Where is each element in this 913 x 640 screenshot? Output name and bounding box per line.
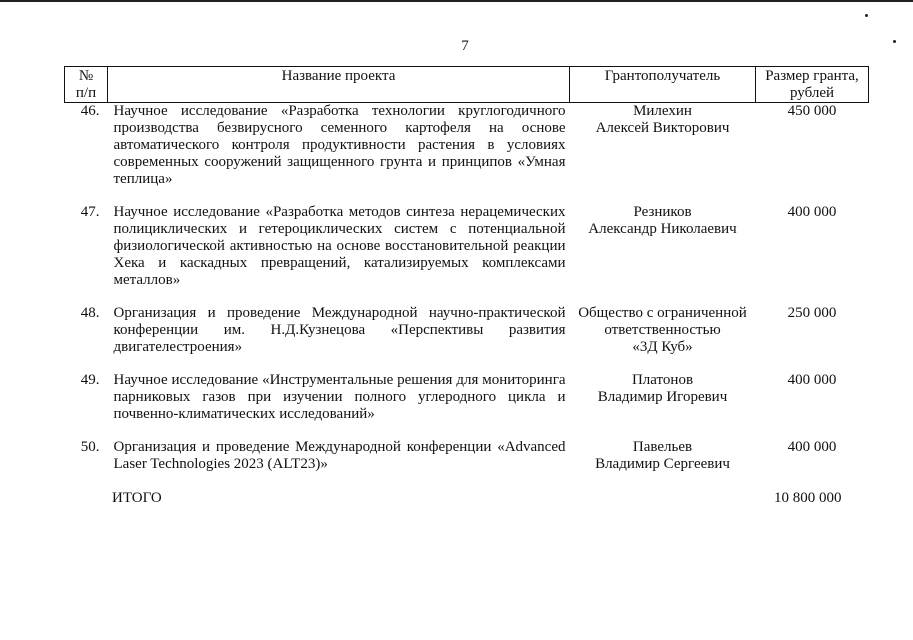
total-label: ИТОГО [112, 490, 162, 506]
row-recipient [570, 204, 756, 305]
row-recipient [570, 103, 756, 205]
recipient-line: Владимир Игоревич [597, 389, 728, 405]
header-project-name: Название проекта [108, 67, 570, 103]
row-amount: 250 000 [787, 305, 837, 321]
recipient-line: Общество с ограниченной [578, 305, 747, 321]
recipient-line: Павельев [632, 439, 693, 455]
page-number: 7 [461, 38, 469, 54]
header-number: № п/п [65, 67, 108, 103]
recipient-line: Милехин [633, 103, 692, 119]
total-value: 10 800 000 [774, 490, 842, 506]
row-project-name: Научное исследование «Разработка методов синтеза нерацемических полициклических и гетероциклических систем с потенциальной физиологической активностью на основе восстановительной реакции Хека и каскадных превращений, катализируемых комплексами металлов» [113, 204, 566, 288]
recipient-line: Алексей Викторович [595, 120, 730, 136]
row-number: 46. [80, 103, 100, 119]
table-row [65, 439, 869, 489]
table-row [65, 372, 869, 439]
recipient-line: Резников [633, 204, 692, 220]
table-row [65, 103, 869, 205]
scan-speck [865, 14, 868, 17]
row-number: 47. [80, 204, 100, 220]
row-recipient [570, 305, 756, 372]
header-recipient: Грантополучатель [570, 67, 756, 103]
row-project-name: Научное исследование «Инструментальные решения для мониторинга парниковых газов при изучении полного углеродного цикла и почвенно-климатических исследований» [113, 372, 566, 422]
table-row [65, 204, 869, 305]
row-number: 50. [80, 439, 100, 455]
recipient-line: Александр Николаевич [588, 221, 737, 237]
row-recipient [570, 439, 756, 489]
recipient-line: ответственностью [604, 322, 721, 338]
row-project-name: Организация и проведение Международной научно-практической конференции им. Н.Д.Кузнецова «Перспективы развития двигателестроения» [113, 305, 566, 355]
row-project-name: Научное исследование «Разработка технологии круглогодичного производства безвирусного семенного картофеля на основе автоматического контроля продуктивности растения в условиях современных сооружений защищенного грунта и принципов «Умная теплица» [113, 103, 566, 187]
header-amount: Размер гранта, рублей [756, 67, 869, 103]
table-row [65, 305, 869, 372]
row-amount: 400 000 [787, 372, 837, 388]
row-number: 49. [80, 372, 100, 388]
row-amount: 400 000 [787, 204, 837, 220]
row-project-name: Организация и проведение Международной конференции «Advanced Laser Technologies 2023 (ALT23)» [113, 439, 566, 472]
row-amount: 450 000 [787, 103, 837, 119]
row-amount: 400 000 [787, 439, 837, 455]
recipient-line: Платонов [631, 372, 694, 388]
recipient-line: «3Д Куб» [632, 339, 693, 355]
row-number: 48. [80, 305, 100, 321]
table-header-row [65, 67, 869, 103]
row-recipient [570, 372, 756, 439]
grants-table [64, 66, 869, 489]
recipient-line: Владимир Сергеевич [595, 456, 730, 472]
scan-edge-line [0, 0, 913, 2]
